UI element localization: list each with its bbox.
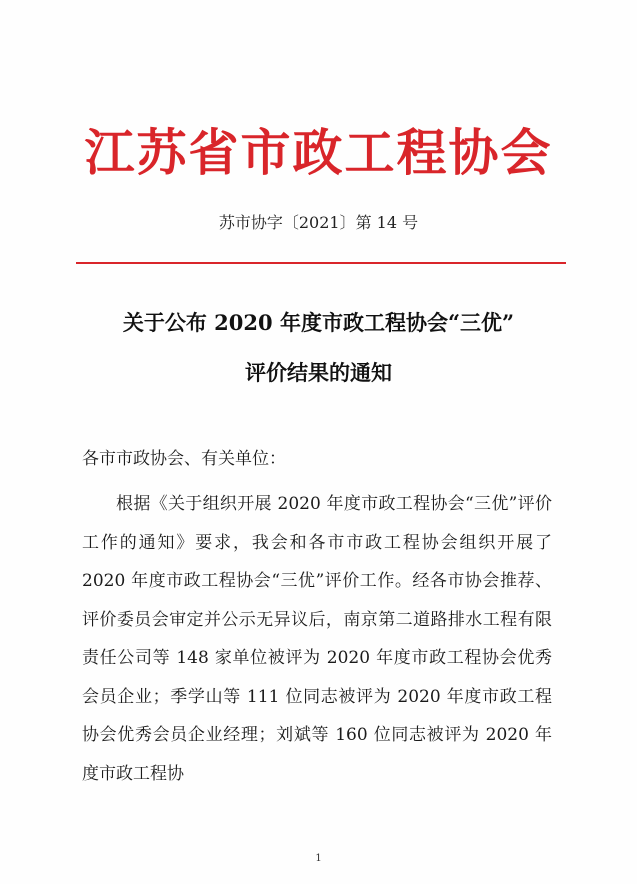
document-number: 苏市协字〔2021〕第 14 号	[218, 213, 419, 232]
red-divider-line	[76, 262, 566, 264]
salutation: 各市市政协会、有关单位：	[82, 449, 286, 469]
notice-title-line-2: 评价结果的通知	[245, 360, 392, 385]
organization-title: 江苏省市政工程协会	[84, 123, 553, 182]
body-paragraph: 根据《关于组织开展 2020 年度市政工程协会“三优”评价工作的通知》要求，我会和各市市政工程协会组织开展了 2020 年度市政工程协会“三优”评价工作。经各市协会推荐、评价委员会审定并公示无异议后，南京第二道路排水工程有限责任公司等 148 家单位被评为 2020 年度市政工程协会优秀会员企业；季学山等 111 位同志被评为 2020 年度市政工程协会优秀会员企业经理；刘斌等 160 位同志被评为 2020 年度市政工程协	[82, 494, 552, 784]
notice-title	[0, 298, 637, 398]
page-number: 1	[315, 853, 322, 864]
notice-title-line-1: 关于公布 2020 年度市政工程协会“三优”	[122, 310, 515, 335]
